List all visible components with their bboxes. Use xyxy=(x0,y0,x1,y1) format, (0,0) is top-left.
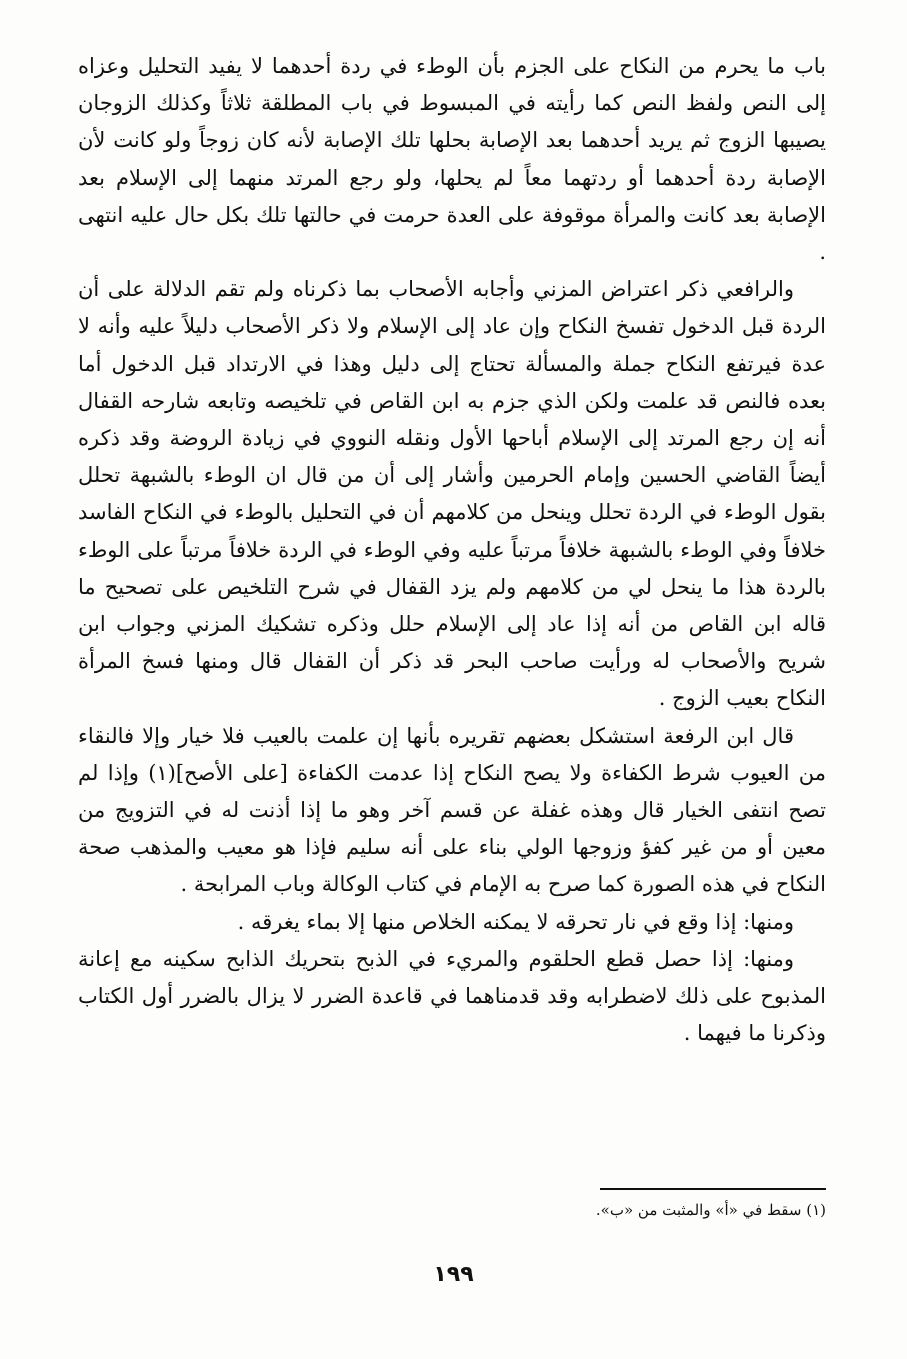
main-text xyxy=(78,48,826,1052)
footnote: (١) سقط في «أ» والمثبت من «ب». xyxy=(595,1201,826,1219)
paragraph: ومنها: إذا حصل قطع الحلقوم والمريء في الذبح بتحريك الذابح سكينه مع إعانة المذبوح على ذلك لاضطرابه وقد قدمناهما في قاعدة الضرر لا يزال بالضرر أول الكتاب وذكرنا ما فيهما . xyxy=(78,946,826,1046)
paragraph: قال ابن الرفعة استشكل بعضهم تقريره بأنها إن علمت بالعيب فلا خيار وإلا فالنقاء من العيوب شرط الكفاءة ولا يصح النكاح إذا عدمت الكفاءة [على الأصح](١) وإذا لم تصح انتفى الخيار قال وهذه غفلة عن قسم آخر وهو ما إذا أذنت له في التزويج من معين أو من غير كفؤ وزوجها الولي بناء على أنه سليم فإذا هو معيب والمذهب صحة النكاح في هذه الصورة كما صرح به الإمام في كتاب الوكالة وباب المرابحة . xyxy=(78,723,826,897)
paragraph: باب ما يحرم من النكاح على الجزم بأن الوطء في ردة أحدهما لا يفيد التحليل وعزاه إلى النص ولفظ النص كما رأيته في المبسوط في باب المطلقة ثلاثاً وكذلك الزوجان يصيبها الزوج ثم يريد أحدهما بعد الإصابة بحلها تلك الإصابة لأنه كان زوجاً ولو كانت لأن الإصابة ردة أحدهما أو ردتهما معاً لم يحلها، ولو رجع المرتد منهما إلى الإسلام بعد الإصابة بعد كانت والمرأة موقوفة على العدة حرمت في حالتها تلك بكل حال عليه انتهى . xyxy=(78,54,826,265)
paragraph: والرافعي ذكر اعتراض المزني وأجابه الأصحاب بما ذكرناه ولم تقم الدلالة على أن الردة قبل الدخول تفسخ النكاح وإن عاد إلى الإسلام ولا ذكر الأصحاب دليلاً عليه وأنه لا عدة فيرتفع النكاح جملة والمسألة تحتاج إلى دليل وهذا في الارتداد قبل الدخول أما بعده فالنص قد علمت ولكن الذي جزم به ابن القاص في تلخيصه وتابعه شارحه القفال أنه إن رجع المرتد إلى الإسلام أباحها الأول ونقله النووي في زيادة الروضة وقد ذكره أيضاً القاضي الحسين وإمام الحرمين وأشار إلى أن من قال ان الوطء بالشبهة تحلل بقول الوطء في الردة تحلل وينحل من كلامهم أن في التحليل بالوطء في النكاح الفاسد خلافاً وفي الوطء بالشبهة خلافاً مرتباً عليه وفي الوطء في الردة خلافاً مرتباً على الوطء بالردة هذا ما ينحل لي من كلامهم ولم يزد القفال في شرح التلخيص على تصحيح ما قاله ابن القاص من أنه إذا عاد إلى الإسلام حلل وذكره تشكيك المزني وجواب ابن شريح والأصحاب له ورأيت صاحب البحر قد ذكر أن القفال قال ومنها فسخ المرأة النكاح بعيب الزوج . xyxy=(78,277,826,711)
footnote-divider xyxy=(600,1188,826,1190)
paragraph: ومنها: إذا وقع في نار تحرقه لا يمكنه الخلاص منها إلا بماء يغرقه . xyxy=(237,909,794,934)
page-number: ١٩٩ xyxy=(433,1262,474,1287)
